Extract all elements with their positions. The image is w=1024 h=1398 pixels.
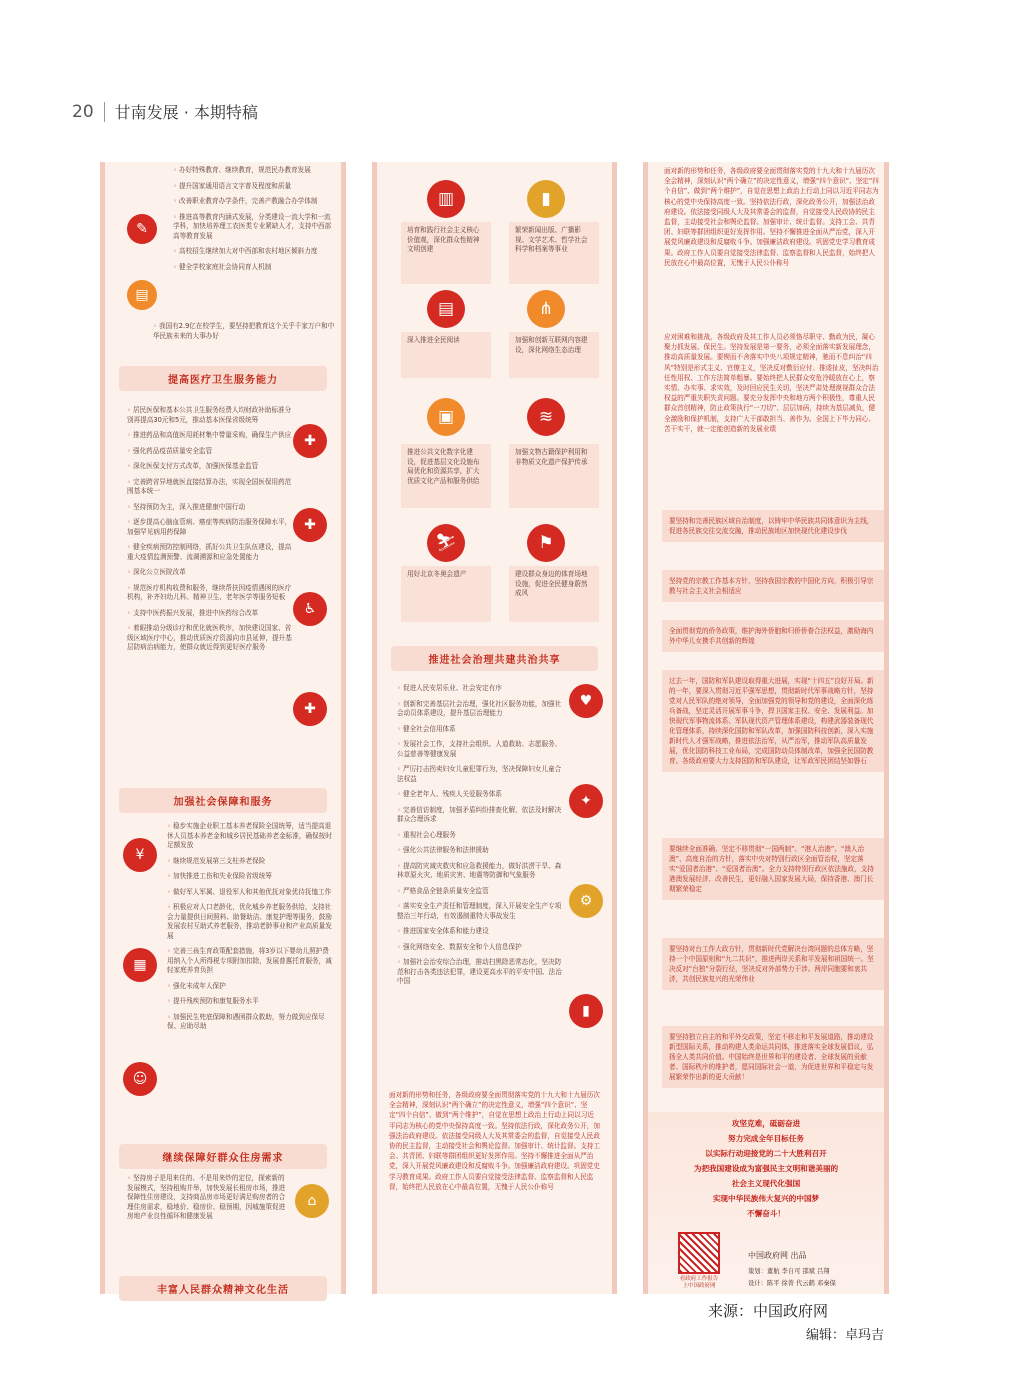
fitness-icon: ⚑ (527, 524, 565, 562)
editor-credit: 编辑：卓玛吉 (806, 1328, 885, 1343)
network-icon: ⋔ (527, 290, 565, 328)
list-item: ◦ 严格食品全链条质量安全监管 (397, 887, 563, 897)
stretcher-icon: ✚ (293, 692, 327, 726)
list-item: ◦ 改善职业教育办学条件，完善产教融合办学体制 (173, 197, 333, 207)
culture-tile: 用好北京冬奥会遗产 (401, 566, 491, 622)
section-title-social: 加强社会保障和服务 (119, 788, 327, 813)
books-icon: ▮ (527, 180, 565, 218)
education-note: ◦ 我国有2.9亿在校学生，要坚持把教育这个关乎千家万户和中华民族未来的大事办好 (153, 322, 335, 341)
list-item: ◦ 坚持预防为主，深入推进健康中国行动 (127, 503, 293, 513)
religion-block: 坚持党的宗教工作基本方针，坚持我国宗教的中国化方向，积极引导宗教与社会主义社会相适应 (662, 570, 884, 602)
column-right (643, 162, 889, 1294)
source-credit: 来源：中国政府网 (708, 1302, 829, 1320)
culture-tile: 加强文物古籍保护利用和非物质文化遗产保护传承 (509, 444, 599, 508)
list-item: ◦ 加强民生兜底保障和遇困群众救助，努力做到应保尽保、应助尽助 (167, 1013, 335, 1032)
slogan-line: 实现中华民族伟大复兴的中国梦 (712, 1194, 820, 1203)
list-item: ◦ 健全老年人、残疾人关爱服务体系 (397, 790, 563, 800)
culture-tile: 推进公共文化数字化建设，促进基层文化设施布局优化和资源共享，扩大优质文化产品和服务供给 (401, 444, 491, 508)
qr-caption-line: 看政府工作报告 (679, 1276, 719, 1282)
list-item: ◦ 强化未成年人保护 (167, 982, 335, 992)
housing-text: ◦ 坚持房子是用来住的、不是用来炒的定位，探索新的发展模式，坚持租购并举，加快发展长租房市场，推进保障性住房建设，支持商品房市场更好满足购房者的合理住房需求，稳地价、稳房价、稳预期，因城施策促进房地产业良性循环和健康发展 (127, 1174, 287, 1222)
list-item: ◦ 重视社会心理服务 (397, 831, 563, 841)
culture-tile: 加强和创新互联网内容建设，深化网络生态治理 (509, 332, 599, 378)
slogan-line: 社会主义现代化强国 (731, 1179, 801, 1188)
publisher: 中国政府网 出品 (748, 1251, 807, 1260)
list-item: ◦ 居民医保和基本公共卫生服务经费人均财政补助标准分别再提高30元和5元，推动基本医保省级统筹 (127, 406, 293, 425)
pension-icon: ¥ (123, 838, 157, 872)
list-item: ◦ 严厉打击拐卖妇女儿童犯罪行为，坚决保障妇女儿童合法权益 (397, 765, 563, 784)
slogan-line: 为把我国建设成为富强民主文明和谐美丽的 (693, 1164, 839, 1173)
education-list (173, 166, 333, 278)
list-item: ◦ 继续规范发展第三支柱养老保险 (167, 857, 335, 867)
medical-id-icon: ✚ (293, 424, 327, 458)
qr-code[interactable] (678, 1232, 720, 1274)
qr-caption (666, 1276, 732, 1290)
list-item: ◦ 做好军人军属、退役军人和其他优抚对象优待抚恤工作 (167, 888, 335, 898)
digital-culture-icon: ▣ (427, 398, 465, 436)
slogan-panel (648, 1112, 884, 1292)
section-title-culture: 丰富人民群众精神文化生活 (119, 1276, 327, 1301)
list-item: ◦ 着眼推动分级诊疗和优化就医秩序，加快建设国家、省级区域医疗中心，推动优质医疗资源向市县延伸，提升基层防病治病能力，使群众就近得到更好医疗服务 (127, 624, 293, 653)
foreign-policy-block: 要坚持独立自主的和平外交政策，坚定不移走和平发展道路，推动建设新型国际关系，推动构建人类命运共同体，推进落实全球发展倡议，弘扬全人类共同价值。中国始终是世界和平的建设者、全球发展的贡献者、国际秩序的维护者，愿同国际社会一道，为促进世界和平稳定与发展繁荣作出新的更大贡献！ (662, 1026, 884, 1088)
list-item: ◦ 深化公立医院改革 (127, 568, 293, 578)
list-item: ◦ 支持中医药振兴发展，推进中医药综合改革 (127, 609, 293, 619)
open-book-icon: ▤ (427, 290, 465, 328)
slogan-line: 不懈奋斗！ (747, 1209, 785, 1218)
list-item: ◦ 稳步实施企业职工基本养老保险全国统筹，适当提高退休人员基本养老金和城乡居民基础养老金标准，确保按时足额发放 (167, 822, 335, 851)
page-header (72, 100, 258, 123)
section-title-housing: 继续保障好群众住房需求 (119, 1144, 327, 1169)
government-work-text: 面对新的形势和任务，各级政府要全面贯彻落实党的十九大和十九届历次全会精神，深刻认识“两个确立”的决定性意义，增强“四个意识”、坚定“四个自信”、做到“两个维护”，自觉在思想上政治上行动上同以习近平同志为核心的党中央保持高度一致。坚持依法行政，深化政务公开，加强法治政府建设。依法接受同级人大及其常委会的监督，自觉接受人民政协的民主监督，主动接受社会和舆论监督。加强审计、统计监督。支持工会、共青团、妇联等群团组织更好发挥作用。坚持不懈推进全面从严治党，深入开展党风廉政建设和反腐败斗争。加强廉洁政府建设。巩固党史学习教育成果。政府工作人员要自觉接受法律监督、监察监督和人民监督，始终把人民放在心中最高位置，无愧于人民公仆称号 (664, 167, 879, 267)
list-item: ◦ 提升国家通用语言文字普及程度和质量 (173, 182, 333, 192)
list-item: ◦ 积极应对人口老龄化，优化城乡养老服务供给，支持社会力量提供日间照料、助餐助洁、康复护理等服务，鼓励发展农村互助式养老服务，推动老龄事业和产业高质量发展 (167, 903, 335, 941)
list-item: ◦ 办好特殊教育、继续教育，规范民办教育发展 (173, 166, 333, 176)
challenge-text: 应对困难和挑战，各级政府及其工作人员必须恪尽职守、勤政为民，凝心聚力抓发展、保民生。坚持发展是第一要务，必须全面落实新发展理念，推动高质量发展。要锲而不舍落实中央八项规定精神，驰而不息纠治“四风”特别是形式主义、官僚主义，坚决反对敷衍应付、推诿扯皮，坚决纠治任性用权、工作方法简单粗暴。要始终把人民群众安危冷暖放在心上，察实情、办实事、求实效，及时回应民生关切，坚决严肃处理漠视群众合法权益的严重失职失责问题。要充分发挥中央和地方两个积极性，尊重人民群众首创精神，防止政策执行“一刀切”、层层加码，持续为基层减负，健全激励和保护机制，支持广大干部敢担当、善作为。全国上下毕力同心、苦干实干，就一定能创造新的发展业绩 (664, 333, 879, 433)
list-item: ◦ 推进高等教育内涵式发展，分类建设一流大学和一流学科，加快培养理工农医类专业紧缺人才，支持中西部高等教育发展 (173, 213, 333, 242)
list-item: ◦ 健全疾病预防控制网络，抓好公共卫生队伍建设，提高重大疫情监测预警、流调溯源和应急处置能力 (127, 543, 293, 562)
family-icon: ☺ (123, 1062, 157, 1096)
slogan-line: 努力完成全年目标任务 (728, 1134, 804, 1143)
page-number: 20 (72, 101, 94, 122)
credit-planning: 策划：董航 李自可 邵斌 吕翔 (748, 1268, 830, 1275)
list-item: ◦ 落实安全生产责任和管理制度，深入开展安全生产专项整治三年行动，有效遏制重特大事故发生 (397, 902, 563, 921)
medkit-icon: ✚ (293, 508, 327, 542)
overseas-block: 全面贯彻党的侨务政策，维护海外侨胞和归侨侨眷合法权益，激励海内外中华儿女携手共创新的辉煌 (662, 620, 884, 652)
list-item: ◦ 完善三孩生育政策配套措施，将3岁以下婴幼儿照护费用纳入个人所得税专项附加扣除，发展普惠托育服务，减轻家庭养育负担 (167, 947, 335, 976)
list-item: ◦ 提高防灾减灾救灾和应急救援能力，做好洪涝干旱、森林草原火灾、地质灾害、地震等防御和气象服务 (397, 862, 563, 881)
heart-hands-icon: ♥ (569, 684, 603, 718)
book-icon: ▤ (127, 280, 157, 310)
section-title-governance: 推进社会治理共建共治共享 (391, 646, 598, 671)
list-item: ◦ 高校招生继续加大对中西部和农村地区倾斜力度 (173, 247, 333, 257)
governance-list (397, 684, 563, 993)
building-icon: ▦ (123, 948, 157, 982)
column-middle (372, 162, 617, 1079)
header-divider (104, 102, 105, 122)
list-item: ◦ 创新和完善基层社会治理，强化社区服务功能，加强社会动员体系建设，提升基层治理能力 (397, 700, 563, 719)
credit-design: 设计：陈平 徐菁 代云鹤 邓秦保 (748, 1280, 836, 1287)
taiwan-block: 要坚持对台工作大政方针，贯彻新时代党解决台湾问题的总体方略，坚持一个中国原则和“九二共识”，推进两岸关系和平发展和祖国统一。坚决反对“台独”分裂行径，坚决反对外部势力干涉。两岸同胞要和衷共济，共创民族复兴的光荣伟业 (662, 938, 884, 990)
culture-tile: 深入推进全民阅读 (401, 332, 491, 378)
list-item: ◦ 深化医保支付方式改革，加强医保基金监管 (127, 462, 293, 472)
culture-tile: 繁荣新闻出版、广播影视、文学艺术、哲学社会科学和档案等事业 (509, 222, 599, 284)
gears-icon: ⚙ (569, 884, 603, 918)
teacher-icon: ✎ (127, 214, 157, 244)
running-icon: ✦ (569, 784, 603, 818)
culture-tile: 培育和践行社会主义核心价值观，深化群众性精神文明创建 (401, 222, 491, 284)
government-work-text: 面对新的形势和任务，各级政府要全面贯彻落实党的十九大和十九届历次全会精神，深刻认识“两个确立”的决定性意义，增强“四个意识”、坚定“四个自信”、做到“两个维护”，自觉在思想上政治上行动上同以习近平同志为核心的党中央保持高度一致。坚持依法行政，深化政务公开，加强法治政府建设。依法接受同级人大及其常委会的监督，自觉接受人民政协的民主监督，主动接受社会和舆论监督。加强审计、统计监督。支持工会、共青团、妇联等群团组织更好发挥作用。坚持不懈推进全面从严治党，深入开展党风廉政建设和反腐败斗争。加强廉洁政府建设。巩固党史学习教育成果。政府工作人员要自觉接受法律监督、监察监督和人民监督，始终把人民放在心中最高位置，无愧于人民公仆称号 (389, 1091, 600, 1191)
heritage-icon: ≋ (527, 398, 565, 436)
list-item: ◦ 推进国家安全体系和能力建设 (397, 927, 563, 937)
list-item: ◦ 加强社会治安综合治理，推动扫黑除恶常态化，坚决防范和打击各类违法犯罪，建设更高水平的平安中国、法治中国 (397, 958, 563, 987)
list-item: ◦ 健全社会信用体系 (397, 725, 563, 735)
section-title-health: 提高医疗卫生服务能力 (119, 366, 327, 391)
list-item: ◦ 逐步提高心脑血管病、癌症等疾病防治服务保障水平，加强罕见病用药保障 (127, 518, 293, 537)
defense-block: 过去一年，国防和军队建设取得重大进展，实现“十四五”良好开局。新的一年，要深入贯彻习近平强军思想，贯彻新时代军事战略方针，坚持党对人民军队的绝对领导，全面加强党的领导和党的建设，全面深化练兵备战，坚定灵活开展军事斗争，捍卫国家主权、安全、发展利益。加快现代军事物流体系、军队现代资产管理体系建设，构建武器装备现代化管理体系，持续深化国防和军队改革，加强国防科技创新，深入实施新时代人才强军战略，推进依法治军，从严治军，推动军队高质量发展，优化国防科技工业布局，完成国防动员体制改革，加强全民国防教育。各级政府要大力支持国防和军队建设，让军政军民团结坚如磐石 (662, 670, 884, 772)
list-item: ◦ 加快推进工伤和失业保险省级统筹 (167, 872, 335, 882)
middle-bottom-panel (372, 1076, 617, 1294)
slogan-line: 攻坚克难，砥砺奋进 (731, 1119, 801, 1128)
social-list (167, 822, 335, 1038)
list-item: ◦ 规范医疗机构收费和服务，继续帮扶因疫情遇困的医疗机构，补齐妇幼儿科、精神卫生、老年医学等服务短板 (127, 584, 293, 603)
list-item: ◦ 发展社会工作，支持社会组织、人道救助、志愿服务、公益慈善等健康发展 (397, 740, 563, 759)
list-item: ◦ 强化药品疫苗质量安全监管 (127, 447, 293, 457)
list-item: ◦ 强化网络安全、数据安全和个人信息保护 (397, 943, 563, 953)
list-item: ◦ 完善信访制度，加强矛盾纠纷排查化解，依法及时解决群众合理诉求 (397, 806, 563, 825)
list-item: ◦ 健全学校家庭社会协同育人机制 (173, 263, 333, 273)
list-item: ◦ 推进药品和高值医用耗材集中带量采购，确保生产供应 (127, 431, 293, 441)
culture-tile: 建设群众身边的体育场地设施，促进全民健身蔚然成风 (509, 566, 599, 622)
reading-icon: ▥ (427, 180, 465, 218)
skier-icon: ⛷ (427, 524, 465, 562)
list-item: ◦ 强化公共法律服务和法律援助 (397, 846, 563, 856)
elderly-icon: ♿ (293, 592, 327, 626)
list-item: ◦ 促进人民安居乐业、社会安定有序 (397, 684, 563, 694)
qr-caption-line: 上中国政府网 (682, 1283, 716, 1289)
list-item: ◦ 提升残疾预防和康复服务水平 (167, 997, 335, 1007)
slogan-line: 以实际行动迎接党的二十大胜利召开 (705, 1149, 827, 1158)
fire-extinguisher-icon: ▮ (569, 994, 603, 1028)
column-left (100, 162, 346, 1294)
ethnic-block: 要坚持和完善民族区域自治制度，以铸牢中华民族共同体意识为主线，促进各民族交往交流交融，推动民族地区加快现代化建设步伐 (662, 510, 884, 542)
hk-macao-block: 要继续全面准确、坚定不移贯彻“一国两制”、“港人治港”、“澳人治澳”、高度自治的方针，落实中央对特别行政区全面管治权，坚定落实“爱国者治港”、“爱国者治澳”。全力支持特别行政区依法施政，支持港澳发展经济、改善民生，更好融入国家发展大局，保持香港、澳门长期繁荣稳定 (662, 838, 884, 900)
list-item: ◦ 完善跨省异地就医直接结算办法，实现全国医保用药范围基本统一 (127, 478, 293, 497)
page-title: 甘南发展 · 本期特稿 (114, 103, 258, 122)
house-icon: ⌂ (295, 1184, 329, 1218)
health-list (127, 406, 293, 659)
